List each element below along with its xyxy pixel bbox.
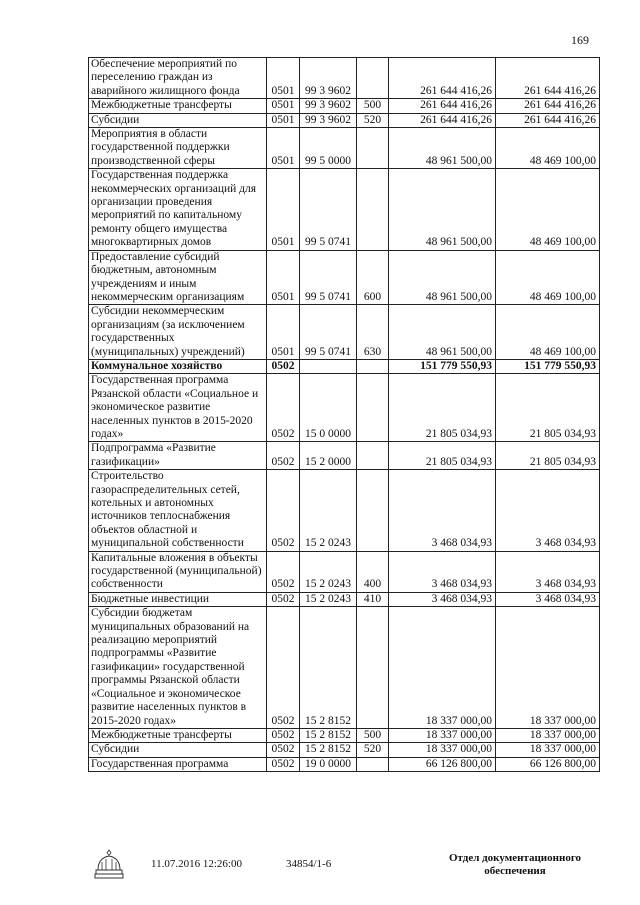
table-row [89, 442, 600, 470]
cell-name: Коммунальное хозяйство [89, 359, 267, 373]
cell-amount-2: 18 337 000,00 [496, 728, 600, 742]
budget-table [88, 57, 600, 772]
cell-amount-2: 48 469 100,00 [496, 128, 600, 169]
cell-name: Межбюджетные трансферты [89, 99, 267, 113]
cell-section: 0501 [267, 169, 300, 250]
cell-target-article: 15 2 8152 [300, 743, 357, 757]
cell-amount-1: 18 337 000,00 [389, 728, 496, 742]
cell-amount-2: 3 468 034,93 [496, 592, 600, 606]
cell-amount-1: 21 805 034,93 [389, 374, 496, 442]
cell-amount-1: 261 644 416,26 [389, 99, 496, 113]
cell-amount-1: 261 644 416,26 [389, 113, 496, 127]
cell-section: 0501 [267, 58, 300, 99]
cell-section: 0502 [267, 470, 300, 551]
cell-amount-2: 18 337 000,00 [496, 743, 600, 757]
cell-amount-1: 48 961 500,00 [389, 305, 496, 360]
cell-amount-2: 3 468 034,93 [496, 551, 600, 592]
cell-expense-type: 410 [357, 592, 389, 606]
cell-section: 0501 [267, 305, 300, 360]
table-row [89, 128, 600, 169]
cell-name: Субсидии бюджетам муниципальных образований на реализацию мероприятий подпрограммы «Развитие газификации» государственной программы Рязанской области «Социальное и экономическое развитие населенных пунктов в 2015-2020 годах» [89, 607, 267, 729]
cell-target-article: 99 5 0741 [300, 169, 357, 250]
cell-expense-type [357, 128, 389, 169]
cell-amount-2: 261 644 416,26 [496, 113, 600, 127]
cell-section: 0502 [267, 442, 300, 470]
cell-name: Подпрограмма «Развитие газификации» [89, 442, 267, 470]
table-row [89, 470, 600, 551]
table-row [89, 359, 600, 373]
cell-amount-2: 3 468 034,93 [496, 470, 600, 551]
cell-amount-2: 48 469 100,00 [496, 250, 600, 305]
table-row [89, 743, 600, 757]
cell-amount-1: 18 337 000,00 [389, 743, 496, 757]
cell-expense-type: 630 [357, 305, 389, 360]
cell-name: Межбюджетные трансферты [89, 728, 267, 742]
cell-name: Субсидии некоммерческим организациям (за исключением государственных (муниципальных) учреждений) [89, 305, 267, 360]
cell-target-article: 15 2 0000 [300, 442, 357, 470]
cell-name: Обеспечение мероприятий по переселению граждан из аварийного жилищного фонда [89, 58, 267, 99]
cell-expense-type: 500 [357, 728, 389, 742]
cell-name: Государственная поддержка некоммерческих организаций для организации проведения мероприятий по капитальному ремонту общего имущества многоквартирных домов [89, 169, 267, 250]
table-row [89, 169, 600, 250]
cell-expense-type: 520 [357, 113, 389, 127]
cell-name: Государственная программа Рязанской области «Социальное и экономическое развитие населенных пунктов в 2015-2020 годах» [89, 374, 267, 442]
cell-name: Капитальные вложения в объекты государственной (муниципальной) собственности [89, 551, 267, 592]
cell-section: 0502 [267, 728, 300, 742]
cell-expense-type [357, 442, 389, 470]
cell-section: 0501 [267, 250, 300, 305]
cell-target-article: 15 2 0243 [300, 592, 357, 606]
cell-target-article: 15 2 0243 [300, 470, 357, 551]
cell-expense-type: 400 [357, 551, 389, 592]
cell-section: 0502 [267, 743, 300, 757]
cell-amount-2: 48 469 100,00 [496, 169, 600, 250]
table-row [89, 551, 600, 592]
cell-name: Субсидии [89, 743, 267, 757]
cell-name: Мероприятия в области государственной поддержки производственной сферы [89, 128, 267, 169]
cell-amount-2: 18 337 000,00 [496, 607, 600, 729]
cell-expense-type: 600 [357, 250, 389, 305]
table-row [89, 305, 600, 360]
cell-amount-2: 66 126 800,00 [496, 757, 600, 771]
cell-section: 0502 [267, 607, 300, 729]
cell-amount-2: 261 644 416,26 [496, 99, 600, 113]
cell-section: 0502 [267, 374, 300, 442]
cell-section: 0502 [267, 592, 300, 606]
cell-target-article: 99 3 9602 [300, 58, 357, 99]
cell-expense-type [357, 470, 389, 551]
cell-expense-type [357, 359, 389, 373]
table-row [89, 58, 600, 99]
table-row [89, 757, 600, 771]
cell-amount-1: 3 468 034,93 [389, 551, 496, 592]
cell-section: 0501 [267, 113, 300, 127]
table-row [89, 250, 600, 305]
table-row [89, 728, 600, 742]
cell-amount-2: 151 779 550,93 [496, 359, 600, 373]
cell-amount-1: 48 961 500,00 [389, 169, 496, 250]
cell-amount-1: 48 961 500,00 [389, 128, 496, 169]
cell-target-article: 15 2 0243 [300, 551, 357, 592]
table-row [89, 99, 600, 113]
footer-doc-number: 34854/1-6 [286, 858, 332, 870]
cell-target-article: 99 3 9602 [300, 113, 357, 127]
cell-amount-2: 21 805 034,93 [496, 442, 600, 470]
cell-section: 0502 [267, 551, 300, 592]
footer-date: 11.07.2016 12:26:00 [151, 858, 242, 870]
cell-target-article: 15 2 8152 [300, 607, 357, 729]
cell-amount-1: 66 126 800,00 [389, 757, 496, 771]
cell-target-article: 99 5 0000 [300, 128, 357, 169]
cell-section: 0501 [267, 99, 300, 113]
budget-table-body [89, 58, 600, 772]
footer-department: Отдел документационного обеспечения [448, 852, 582, 877]
table-row [89, 374, 600, 442]
cell-target-article: 19 0 0000 [300, 757, 357, 771]
cell-expense-type [357, 169, 389, 250]
cell-expense-type [357, 607, 389, 729]
cell-section: 0502 [267, 757, 300, 771]
cell-target-article: 99 3 9602 [300, 99, 357, 113]
cell-amount-1: 3 468 034,93 [389, 470, 496, 551]
table-row [89, 113, 600, 127]
cell-expense-type [357, 58, 389, 99]
cell-expense-type [357, 757, 389, 771]
cell-expense-type: 520 [357, 743, 389, 757]
cell-target-article: 99 5 0741 [300, 250, 357, 305]
cell-target-article: 99 5 0741 [300, 305, 357, 360]
cell-section: 0502 [267, 359, 300, 373]
cell-name: Строительство газораспределительных сетей, котельных и автономных источников теплоснабжения объектов областной и муниципальной собственности [89, 470, 267, 551]
table-row [89, 592, 600, 606]
cell-amount-1: 151 779 550,93 [389, 359, 496, 373]
cell-amount-1: 21 805 034,93 [389, 442, 496, 470]
cell-target-article: 15 2 8152 [300, 728, 357, 742]
cell-amount-1: 3 468 034,93 [389, 592, 496, 606]
cell-amount-1: 48 961 500,00 [389, 250, 496, 305]
cell-amount-2: 261 644 416,26 [496, 58, 600, 99]
table-row [89, 607, 600, 729]
cell-amount-2: 48 469 100,00 [496, 305, 600, 360]
cell-amount-1: 261 644 416,26 [389, 58, 496, 99]
cell-expense-type: 500 [357, 99, 389, 113]
cell-section: 0501 [267, 128, 300, 169]
cell-name: Бюджетные инвестиции [89, 592, 267, 606]
duma-emblem-icon [94, 848, 124, 880]
cell-target-article [300, 359, 357, 373]
cell-name: Субсидии [89, 113, 267, 127]
cell-amount-2: 21 805 034,93 [496, 374, 600, 442]
cell-name: Государственная программа [89, 757, 267, 771]
cell-amount-1: 18 337 000,00 [389, 607, 496, 729]
page-number: 169 [571, 33, 589, 47]
cell-name: Предоставление субсидий бюджетным, автономным учреждениям и иным некоммерческим организациям [89, 250, 267, 305]
cell-target-article: 15 0 0000 [300, 374, 357, 442]
cell-expense-type [357, 374, 389, 442]
